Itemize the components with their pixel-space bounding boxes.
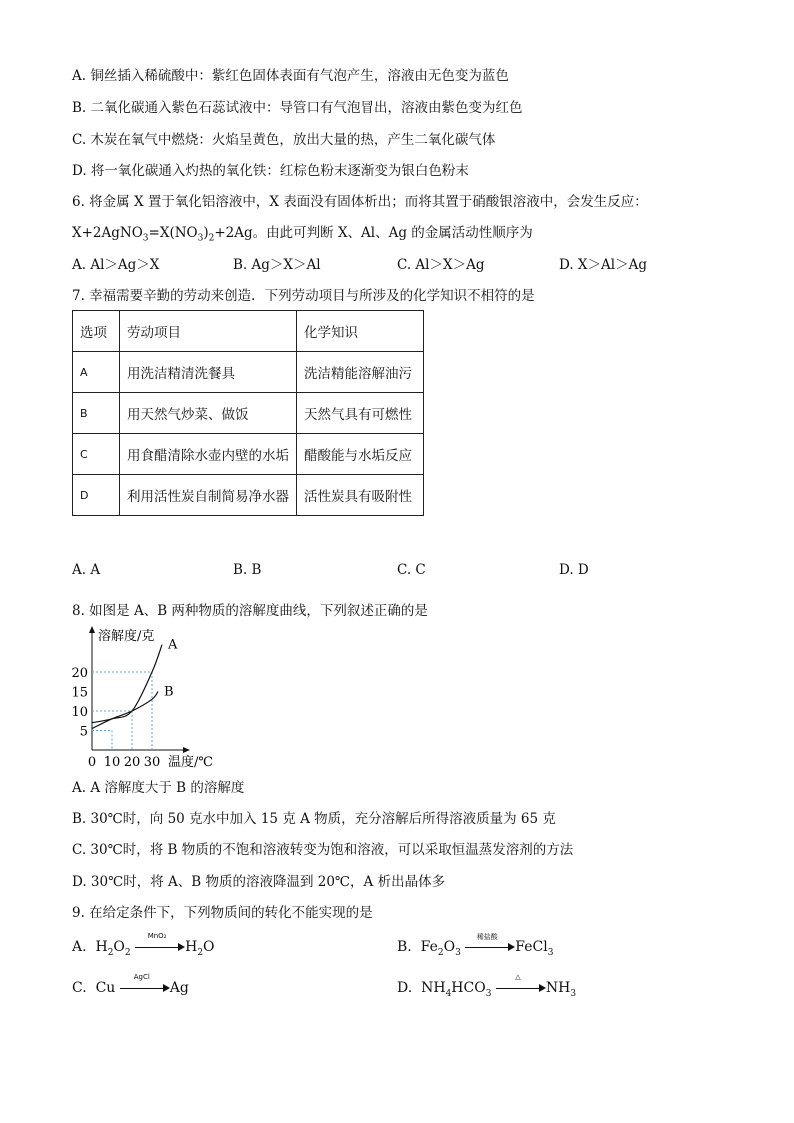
- table-cell: 用洗洁精清洗餐具: [120, 352, 297, 393]
- q6-option-a: A. Al＞Ag＞X: [72, 257, 160, 273]
- table-row: [73, 352, 424, 393]
- reaction-arrow: MnO₂: [135, 940, 185, 954]
- q8-option-a: A. A 溶解度大于 B 的溶解度: [72, 780, 245, 796]
- q7-option-c: C. C: [397, 562, 426, 578]
- x-tick-label: 0: [87, 755, 97, 770]
- y-tick-label: 10: [71, 705, 88, 720]
- table-cell: D: [73, 475, 120, 516]
- y-axis-label: 溶解度/克: [98, 629, 155, 644]
- table-row: [73, 475, 424, 516]
- table-cell: 天然气具有可燃性: [297, 393, 424, 434]
- table-cell: C: [73, 434, 120, 475]
- q7-option-a: A. A: [72, 562, 101, 578]
- y-axis-arrow: [89, 626, 95, 633]
- x-axis-arrow: [183, 747, 190, 753]
- q6-option-b: B. Ag＞X＞Al: [233, 257, 321, 273]
- series-line-a: [92, 645, 162, 723]
- q7-stem: 7. 幸福需要辛勤的劳动来创造．下列劳动项目与所涉及的化学知识不相符的是: [72, 288, 535, 304]
- x-axis-label: 温度/℃: [168, 755, 213, 770]
- q9-option-c: C. Cu AgCl Ag: [72, 973, 189, 996]
- table-cell: 活性炭具有吸附性: [297, 475, 424, 516]
- q8-option-c: C. 30℃时，将 B 物质的不饱和溶液转变为饱和溶液，可以采取恒温蒸发溶剂的方法: [72, 842, 574, 858]
- table-header-cell: 化学知识: [297, 311, 424, 352]
- x-tick-label: 20: [123, 755, 141, 770]
- table-cell: 醋酸能与水垢反应: [297, 434, 424, 475]
- table-cell: 用食醋清除水壶内壁的水垢: [120, 434, 297, 475]
- y-tick-label: 20: [71, 666, 88, 681]
- table-cell: B: [73, 393, 120, 434]
- q7-option-d: D. D: [559, 562, 589, 578]
- reaction-arrow: 稀盐酸: [465, 940, 515, 954]
- table-cell: A: [73, 352, 120, 393]
- table-cell: 用天然气炒菜、做饭: [120, 393, 297, 434]
- x-tick-label: 10: [103, 755, 121, 770]
- table-header-cell: 选项: [73, 311, 120, 352]
- q8-stem: 8. 如图是 A、B 两种物质的溶解度曲线，下列叙述正确的是: [72, 603, 428, 619]
- x-tick-label: 30: [143, 755, 161, 770]
- table-row: [73, 434, 424, 475]
- series-label-a: A: [168, 637, 178, 653]
- y-tick-label: 5: [79, 724, 88, 740]
- reaction-arrow: △: [496, 981, 546, 995]
- series-line-b: [92, 692, 158, 729]
- q5-option-a: A. 铜丝插入稀硫酸中：紫红色固体表面有气泡产生，溶液由无色变为蓝色: [72, 68, 509, 84]
- q5-option-b: B. 二氧化碳通入紫色石蕊试液中：导管口有气泡冒出，溶液由紫色变为红色: [72, 100, 523, 116]
- q5-option-c: C. 木炭在氧气中燃烧：火焰呈黄色，放出大量的热，产生二氧化碳气体: [72, 132, 496, 148]
- q7-table: [72, 310, 424, 516]
- q6-equation: $X+2AgNO_3=X(NO_3)_2+2Ag$。由此可判断 X、Al、Ag 的金属活动性顺序为: [72, 225, 533, 244]
- table-header-cell: 劳动项目: [120, 311, 297, 352]
- y-tick-label: 15: [71, 685, 88, 701]
- q5-option-d: D. 将一氧化碳通入灼热的氧化铁：红棕色粉末逐渐变为银白色粉末: [72, 163, 469, 179]
- solubility-chart: [70, 622, 230, 772]
- table-header-row: [73, 311, 424, 352]
- q6-option-c: C. Al＞X＞Ag: [397, 257, 485, 273]
- table-cell: 利用活性炭自制简易净水器: [120, 475, 297, 516]
- reaction-arrow: AgCl: [120, 981, 170, 995]
- q7-option-b: B. B: [233, 562, 262, 578]
- table-cell: 洗洁精能溶解油污: [297, 352, 424, 393]
- q6-stem: 6. 将金属 X 置于氧化铝溶液中，X 表面没有固体析出；而将其置于硝酸银溶液中，会发生反应：: [72, 194, 648, 210]
- series-label-b: B: [164, 684, 174, 700]
- q9-option-a: A. $H_2O_2$ MnO₂ $H_2O$: [72, 932, 215, 958]
- q8-option-d: D. 30℃时，将 A、B 物质的溶液降温到 20℃，A 析出晶体多: [72, 874, 446, 890]
- q8-option-b: B. 30℃时，向 50 克水中加入 15 克 A 物质，充分溶解后所得溶液质量为 65 克: [72, 811, 556, 827]
- q6-option-d: D. X＞Al＞Ag: [559, 257, 647, 273]
- q9-option-d: D. $NH_4HCO_3$ △ $NH_3$: [397, 973, 577, 999]
- q9-stem: 9. 在给定条件下，下列物质间的转化不能实现的是: [72, 905, 373, 921]
- q9-option-b: B. $Fe_2O_3$ 稀盐酸 FeCl$_3$: [397, 933, 554, 958]
- table-row: [73, 393, 424, 434]
